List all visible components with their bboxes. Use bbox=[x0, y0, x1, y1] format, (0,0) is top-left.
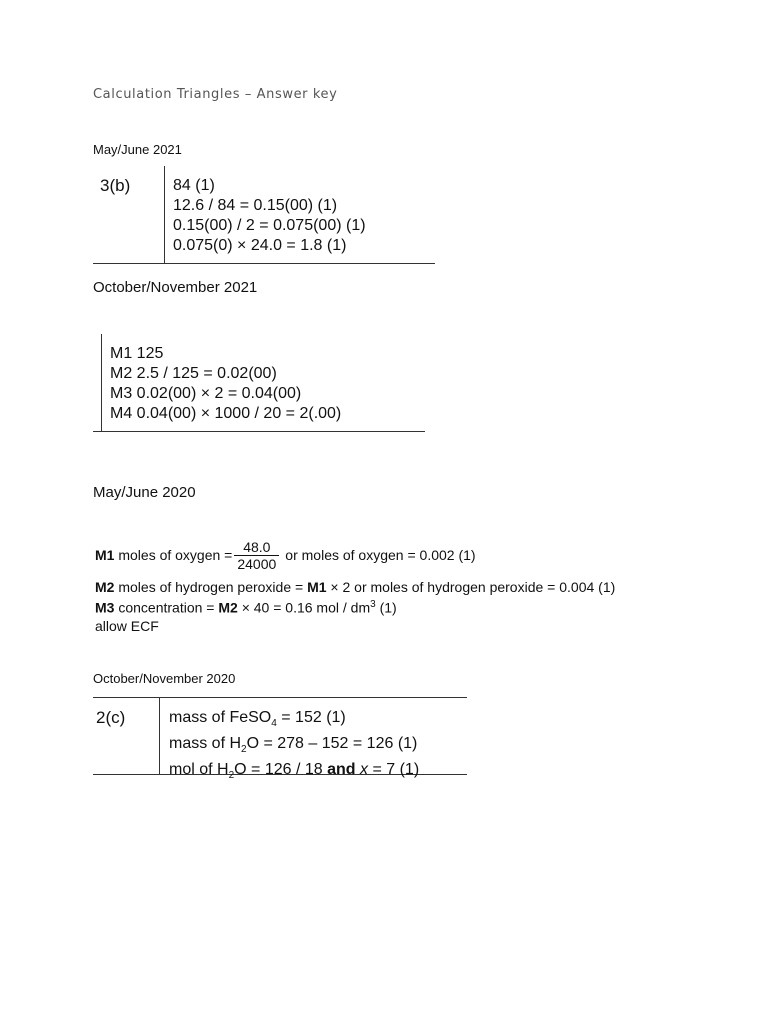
subscript: 4 bbox=[271, 718, 277, 730]
answer-text: = 152 (1) bbox=[281, 709, 346, 726]
answer-line: 12.6 / 84 = 0.15(00) (1) bbox=[173, 197, 338, 214]
table-divider-horizontal bbox=[93, 697, 467, 698]
answer-text: × 2 or moles of hydrogen peroxide = 0.004 (1) bbox=[330, 579, 616, 595]
answer-line-m1 bbox=[95, 536, 615, 574]
answer-line bbox=[169, 760, 419, 786]
conjunction: and bbox=[327, 761, 356, 779]
answer-line: M2 2.5 / 125 = 0.02(00) bbox=[110, 365, 277, 382]
mark-label: M1 bbox=[95, 547, 115, 563]
answer-line-m3 bbox=[95, 596, 615, 617]
fraction bbox=[234, 539, 279, 572]
section-heading-on2021: October/November 2021 bbox=[93, 279, 258, 296]
fraction-denominator: 24000 bbox=[237, 555, 277, 572]
table-divider-vertical bbox=[101, 334, 102, 432]
answer-line: M3 0.02(00) × 2 = 0.04(00) bbox=[110, 385, 302, 402]
answer-line: M1 125 bbox=[110, 345, 164, 362]
answer-text: (1) bbox=[379, 599, 397, 616]
section-heading-mj2021: May/June 2021 bbox=[93, 142, 182, 157]
answer-line: 0.075(0) × 24.0 = 1.8 (1) bbox=[173, 237, 347, 254]
answer-text: mol of H bbox=[169, 761, 229, 779]
mark-reference: M1 bbox=[307, 579, 327, 595]
answer-line-ecf: allow ECF bbox=[95, 617, 159, 634]
section-heading-mj2020: May/June 2020 bbox=[93, 484, 196, 501]
answer-text: moles of oxygen = bbox=[118, 547, 233, 563]
answer-block-on2021 bbox=[110, 344, 341, 424]
mark-label: M3 bbox=[95, 599, 115, 616]
section-heading-on2020: October/November 2020 bbox=[93, 671, 236, 686]
superscript: 3 bbox=[370, 599, 376, 610]
answer-text: O = 126 / 18 bbox=[234, 761, 323, 779]
mark-label: M2 bbox=[95, 579, 115, 595]
answer-text: mass of FeSO bbox=[169, 709, 272, 726]
answer-line bbox=[169, 734, 419, 760]
table-divider-horizontal bbox=[93, 263, 435, 264]
fraction-numerator: 48.0 bbox=[234, 539, 279, 556]
answer-text: concentration = bbox=[118, 599, 215, 616]
answer-text: × 40 = 0.16 mol / dm bbox=[241, 599, 371, 616]
question-number-3b: 3(b) bbox=[100, 176, 131, 195]
table-divider-horizontal bbox=[93, 431, 425, 432]
subscript: 2 bbox=[228, 770, 235, 782]
table-divider-vertical bbox=[159, 697, 160, 775]
mark-reference: M2 bbox=[218, 599, 238, 616]
answer-text: moles of hydrogen peroxide = bbox=[118, 579, 304, 595]
answer-line-m2 bbox=[95, 578, 615, 596]
answer-block-mj2021 bbox=[173, 176, 366, 256]
answer-block-on2020 bbox=[169, 708, 419, 787]
page-title: Calculation Triangles – Answer key bbox=[93, 87, 338, 102]
answer-text: = 7 (1) bbox=[372, 761, 420, 779]
variable: x bbox=[360, 761, 369, 779]
answer-text: mass of H bbox=[169, 735, 242, 753]
question-number-2c: 2(c) bbox=[96, 708, 126, 727]
answer-text: or moles of oxygen = 0.002 (1) bbox=[285, 547, 476, 563]
answer-line: M4 0.04(00) × 1000 / 20 = 2(.00) bbox=[110, 405, 342, 422]
subscript: 2 bbox=[241, 744, 247, 756]
table-divider-vertical bbox=[164, 166, 165, 264]
answer-line: 0.15(00) / 2 = 0.075(00) (1) bbox=[173, 217, 366, 234]
answer-block-mj2020 bbox=[95, 536, 615, 635]
answer-line bbox=[169, 708, 419, 734]
answer-text: O = 278 – 152 = 126 (1) bbox=[246, 735, 418, 753]
answer-line: 84 (1) bbox=[173, 177, 215, 194]
